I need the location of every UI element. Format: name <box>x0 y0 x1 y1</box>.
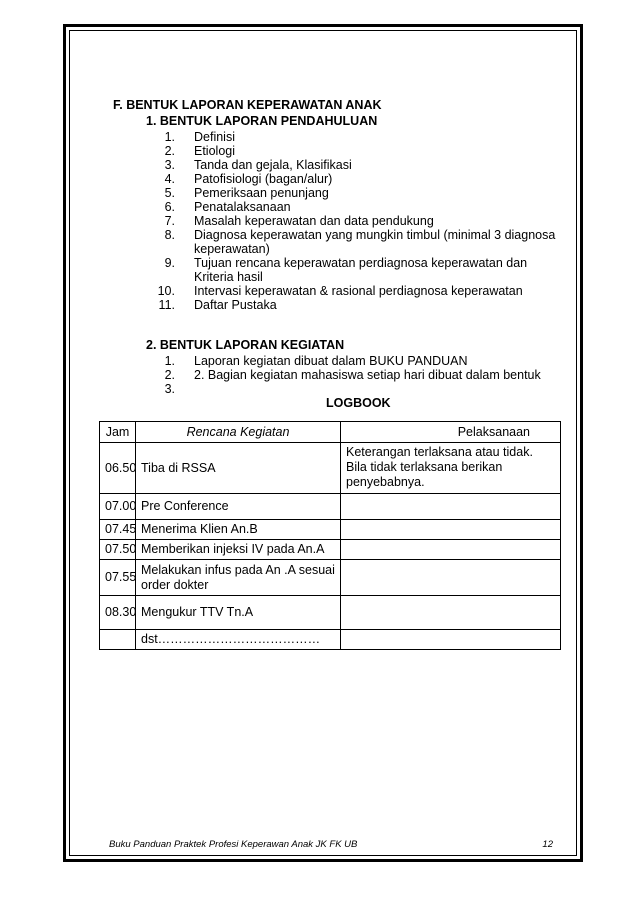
cell-pelaksanaan <box>341 540 561 560</box>
cell-jam: 07.55 <box>100 560 136 596</box>
header-jam: Jam <box>100 422 136 443</box>
list-item-number: 6. <box>164 200 175 214</box>
list-item: Tujuan rencana keperawatan perdiagnosa keperawatan dan <box>194 256 528 270</box>
list-item: Patofisiologi (bagan/alur) <box>194 172 333 186</box>
list-item: Pemeriksaan penunjang <box>194 186 329 200</box>
list-item-number: 1. <box>164 354 175 368</box>
list-item: Tanda dan gejala, Klasifikasi <box>194 158 352 172</box>
header-pelaksanaan: Pelaksanaan <box>341 422 561 443</box>
table-row <box>100 560 561 596</box>
list-item: 2. Bagian kegiatan mahasiswa setiap hari dibuat dalam bentuk <box>194 368 541 382</box>
list-item: Diagnosa keperawatan yang mungkin timbul (minimal 3 diagnosa <box>194 228 556 242</box>
cell-pelaksanaan <box>341 630 561 650</box>
list-item-number: 7. <box>164 214 175 228</box>
page-footer <box>109 839 553 850</box>
sub2-heading: 2. BENTUK LAPORAN KEGIATAN <box>146 338 345 352</box>
cell-pelaksanaan <box>341 494 561 520</box>
section-heading: F. BENTUK LAPORAN KEPERAWATAN ANAK <box>113 98 382 112</box>
cell-rencana: Tiba di RSSA <box>136 443 341 494</box>
list-item-number: 3. <box>164 158 175 172</box>
cell-rencana: Menerima Klien An.B <box>136 520 341 540</box>
table-row <box>100 540 561 560</box>
cell-rencana: Memberikan injeksi IV pada An.A <box>136 540 341 560</box>
list-item-number: 1. <box>164 130 175 144</box>
cell-jam: 07.00 <box>100 494 136 520</box>
cell-jam: 07.50 <box>100 540 136 560</box>
cell-jam: 08.30 <box>100 596 136 630</box>
list-item-number: 10. <box>157 284 175 298</box>
cell-rencana: dst………………………………… <box>136 630 341 650</box>
list-item: Etiologi <box>194 144 235 158</box>
list-item: Intervasi keperawatan & rasional perdiagnosa keperawatan <box>194 284 523 298</box>
list-item-number: 8. <box>164 228 175 242</box>
list-item: Masalah keperawatan dan data pendukung <box>194 214 434 228</box>
cell-rencana: Melakukan infus pada An .A sesuai order dokter <box>136 560 341 596</box>
logbook-title: LOGBOOK <box>326 396 391 410</box>
page-number: 12 <box>542 839 553 850</box>
list-item-number: 9. <box>164 256 175 270</box>
cell-jam: 06.50 <box>100 443 136 494</box>
cell-rencana: Mengukur TTV Tn.A <box>136 596 341 630</box>
table-row <box>100 494 561 520</box>
list-item-continuation: Kriteria hasil <box>194 270 263 284</box>
sub1-heading: 1. BENTUK LAPORAN PENDAHULUAN <box>146 114 378 128</box>
list-item-number: 2. <box>164 368 175 382</box>
table-row <box>100 443 561 494</box>
table-row <box>100 520 561 540</box>
cell-jam: 07.45 <box>100 520 136 540</box>
list-item-number: 4. <box>164 172 175 186</box>
list-item: Definisi <box>194 130 235 144</box>
table-row <box>100 596 561 630</box>
footer-title: Buku Panduan Praktek Profesi Keperawan Anak JK FK UB <box>109 839 358 850</box>
cell-pelaksanaan <box>341 596 561 630</box>
list-item: Penatalaksanaan <box>194 200 291 214</box>
header-rencana: Rencana Kegiatan <box>136 422 341 443</box>
table-header-row <box>100 422 561 443</box>
list-item: Daftar Pustaka <box>194 298 277 312</box>
cell-rencana: Pre Conference <box>136 494 341 520</box>
table-row <box>100 630 561 650</box>
list-item-continuation: keperawatan) <box>194 242 270 256</box>
list-item-number: 3. <box>164 382 175 396</box>
list-item-number: 2. <box>164 144 175 158</box>
logbook-table <box>99 421 561 650</box>
cell-pelaksanaan <box>341 560 561 596</box>
list-item-number: 5. <box>164 186 175 200</box>
cell-pelaksanaan <box>341 520 561 540</box>
cell-pelaksanaan: Keterangan terlaksana atau tidak. Bila tidak terlaksana berikan penyebabnya. <box>341 443 561 494</box>
cell-jam <box>100 630 136 650</box>
list-item-number: 11. <box>158 298 175 312</box>
list-item: Laporan kegiatan dibuat dalam BUKU PANDUAN <box>194 354 468 368</box>
